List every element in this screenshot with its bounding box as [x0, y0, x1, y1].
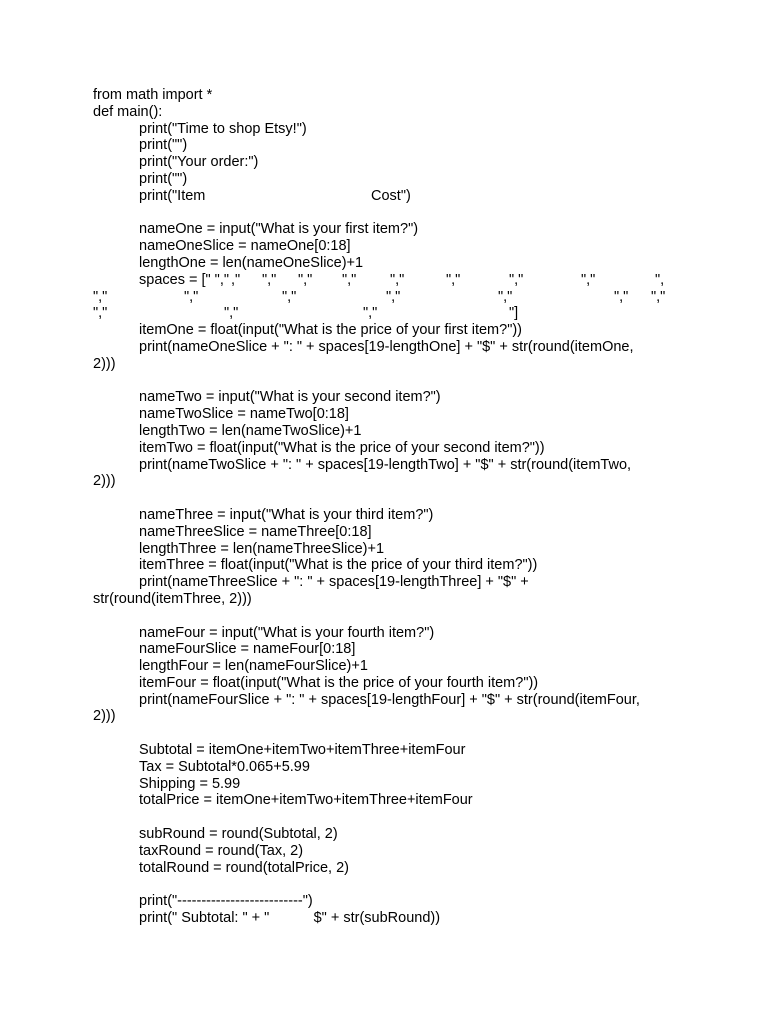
code-line: itemOne = float(input("What is the price of your first item?")) [139, 322, 522, 339]
spaces-token: "] [509, 305, 519, 322]
code-line: print(nameThreeSlice + ": " + spaces[19-lengthThree] + "$" + [139, 574, 529, 591]
spaces-continuation-line [93, 289, 683, 306]
code-line: Shipping = 5.99 [139, 775, 241, 792]
spaces-token: "," [93, 305, 108, 322]
code-line: lengthFour = len(nameFourSlice)+1 [139, 658, 368, 675]
code-line [93, 188, 683, 205]
code-line: itemThree = float(input("What is the price of your third item?")) [139, 557, 538, 574]
code-line: 2))) [93, 355, 116, 372]
spaces-token: "," [498, 288, 513, 305]
blank-line [93, 608, 683, 625]
code-line: print("--------------------------") [139, 893, 313, 910]
spaces-token: "," [262, 271, 277, 288]
spaces-token: ", [655, 271, 665, 288]
code-line: itemTwo = float(input("What is the price of your second item?")) [139, 439, 545, 456]
code-line: print(nameOneSlice + ": " + spaces[19-lengthOne] + "$" + str(round(itemOne, [139, 338, 634, 355]
code-line: def main(): [93, 103, 163, 120]
code-listing [93, 87, 683, 927]
code-line: print("") [139, 170, 188, 187]
blank-line [93, 876, 683, 893]
spaces-token: "," [224, 305, 239, 322]
code-line: str(round(itemThree, 2))) [93, 590, 252, 607]
code-line: print(nameFourSlice + ": " + spaces[19-lengthFour] + "$" + str(round(itemFour, [139, 691, 640, 708]
spaces-token: "," [651, 288, 666, 305]
code-line: print("Time to shop Etsy!") [139, 120, 307, 137]
code-line: print(nameTwoSlice + ": " + spaces[19-lengthTwo] + "$" + str(round(itemTwo, [139, 456, 632, 473]
code-line: lengthOne = len(nameOneSlice)+1 [139, 254, 364, 271]
code-line: nameOne = input("What is your first item?") [139, 221, 419, 238]
code-line: Tax = Subtotal*0.065+5.99 [139, 758, 310, 775]
spaces-token: "," [298, 271, 313, 288]
spaces-token: "," [581, 271, 596, 288]
code-line: subRound = round(Subtotal, 2) [139, 826, 338, 843]
code-line: nameThreeSlice = nameThree[0:18] [139, 523, 372, 540]
spaces-token: "," [282, 288, 297, 305]
code-line: totalRound = round(totalPrice, 2) [139, 859, 349, 876]
code-line: from math import * [93, 87, 213, 103]
spaces-token: "," [390, 271, 405, 288]
code-line: nameFourSlice = nameFour[0:18] [139, 641, 356, 658]
spaces-token: ," [231, 271, 241, 288]
spaces-token: "," [614, 288, 629, 305]
code-line: 2))) [93, 708, 116, 725]
cost-header-text: Cost") [371, 187, 411, 204]
code-line: totalPrice = itemOne+itemTwo+itemThree+itemFour [139, 792, 473, 809]
blank-line [93, 490, 683, 507]
spaces-token: "," [342, 271, 357, 288]
code-line: itemFour = float(input("What is the price of your fourth item?")) [139, 674, 539, 691]
spaces-token: "," [509, 271, 524, 288]
blank-line [93, 725, 683, 742]
blank-line [93, 205, 683, 222]
spaces-token: "," [446, 271, 461, 288]
spaces-continuation-line [93, 305, 683, 322]
code-line: 2))) [93, 473, 116, 490]
code-line: print(" Subtotal: " + " $" + str(subRound)) [139, 910, 441, 927]
code-line: nameTwo = input("What is your second item?") [139, 389, 441, 406]
code-line: lengthTwo = len(nameTwoSlice)+1 [139, 422, 362, 439]
code-line: lengthThree = len(nameThreeSlice)+1 [139, 540, 385, 557]
code-line: nameOneSlice = nameOne[0:18] [139, 238, 351, 255]
spaces-token: "," [93, 288, 108, 305]
code-line: spaces = [" "," ," "," "," "," "," "," "," "," ", [139, 271, 665, 288]
code-line: Subtotal = itemOne+itemTwo+itemThree+itemFour [139, 742, 466, 759]
blank-line [93, 373, 683, 390]
spaces-token: "," [363, 305, 378, 322]
blank-line [93, 809, 683, 826]
code-line: nameFour = input("What is your fourth item?") [139, 624, 435, 641]
code-line: print("") [139, 137, 188, 154]
code-line: print("Your order:") [139, 154, 259, 171]
spaces-token: "," [184, 288, 199, 305]
code-line: nameTwoSlice = nameTwo[0:18] [139, 406, 349, 423]
item-header-text: print("Item [139, 187, 206, 204]
code-line: nameThree = input("What is your third item?") [139, 506, 434, 523]
code-line: taxRound = round(Tax, 2) [139, 842, 304, 859]
spaces-token: "," [386, 288, 401, 305]
